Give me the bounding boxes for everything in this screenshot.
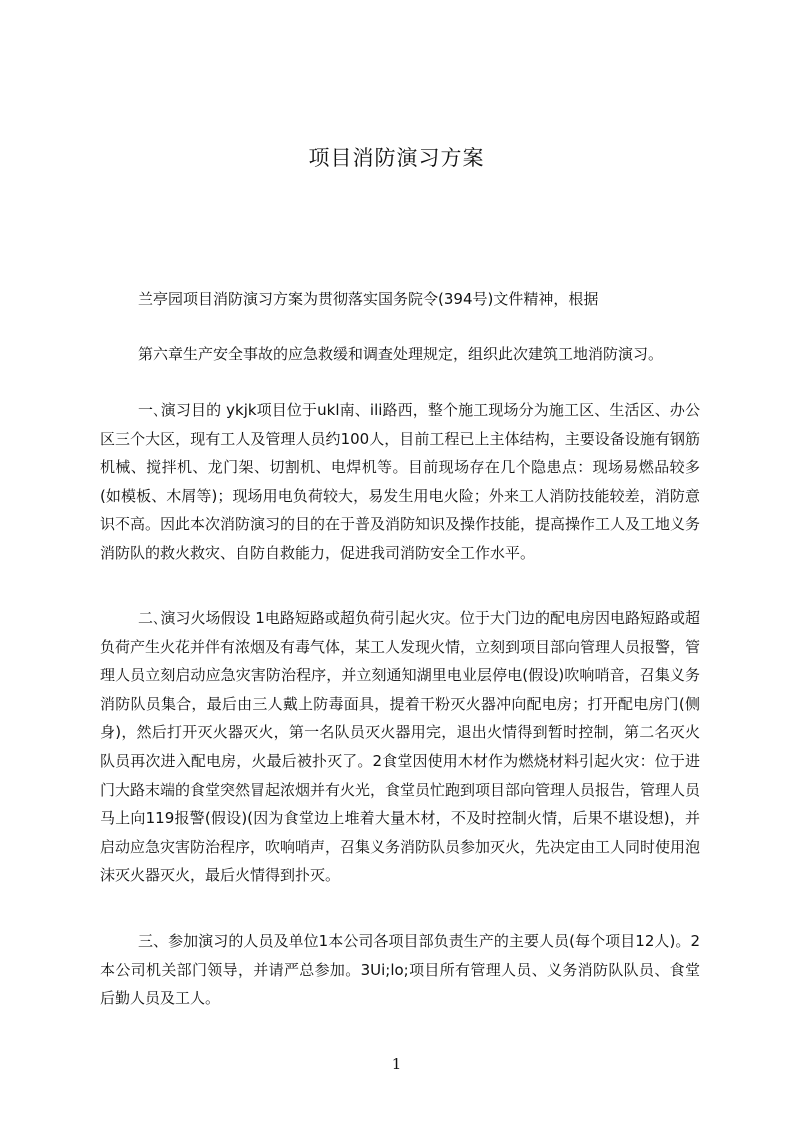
intro-paragraph-line-1: 兰亭园项目消防演习方案为贯彻落实国务院令(394号)文件精神，根据	[138, 290, 599, 308]
page-number: 1	[391, 1055, 402, 1073]
section-3-participants: 三、参加演习的人员及单位1本公司各项目部负责生产的主要人员(每个项目12人)。2本公司机关部门领导，并请严总参加。3Ui;lo;项目所有管理人员、义务消防队队员、食堂后勤人员及工人。	[100, 932, 700, 1008]
document-title: 项目消防演习方案	[308, 146, 485, 170]
section-1-drill-purpose: 一､演习目的 ykjk项目位于ukl南、ili路西，整个施工现场分为施工区、生活区、办公区三个大区，现有工人及管理人员约100人，目前工程已上主体结构，主要设备设施有钢筋机械、搅拌机、龙门架、切割机、电焊机等。目前现场存在几个隐患点：现场易燃品较多(如模板、木屑等)；现场用电负荷较大，易发生用电火险；外来工人消防技能较差，消防意识不高。因此本次消防演习的目的在于普及消防知识及操作技能，提高操作工人及工地义务消防队的救火救灾、自防自救能力，促进我司消防安全工作水平。	[100, 401, 701, 562]
section-2-fire-scenario: 二､演习火场假设 1电路短路或超负荷引起火灾。位于大门边的配电房因电路短路或超负荷产生火花并伴有浓烟及有毒气体，某工人发现火情，立刻到项目部向管理人员报警，管理人员立刻启动应急灾害防治程序，并立刻通知湖里电业层停电(假设)吹响哨音，召集义务消防队员集合，最后由三人戴上防毒面具，提着干粉灭火器冲向配电房；打开配电房门(侧身)，然后打开灭火器灭火，第一名队员灭火器用完，退出火情得到暂时控制，第二名灭火队员再次进入配电房，火最后被扑灭了。2食堂因使用木材作为燃烧材料引起火灾：位于进门大路末端的食堂突然冒起浓烟并有火光，食堂员忙跑到项目部向管理人员报告，管理人员马上向119报警(假设)(因为食堂边上堆着大量木材，不及时控制火情，后果不堪设想)，并启动应急灾害防治程序，吹响哨声，召集义务消防队员参加灭火，先决定由工人同时使用泡沫灭火器灭火，最后火情得到扑灭。	[100, 609, 701, 885]
intro-paragraph-line-2: 第六章生产安全事故的应急救缓和调查处理规定，组织此次建筑工地消防演习。	[138, 345, 664, 363]
